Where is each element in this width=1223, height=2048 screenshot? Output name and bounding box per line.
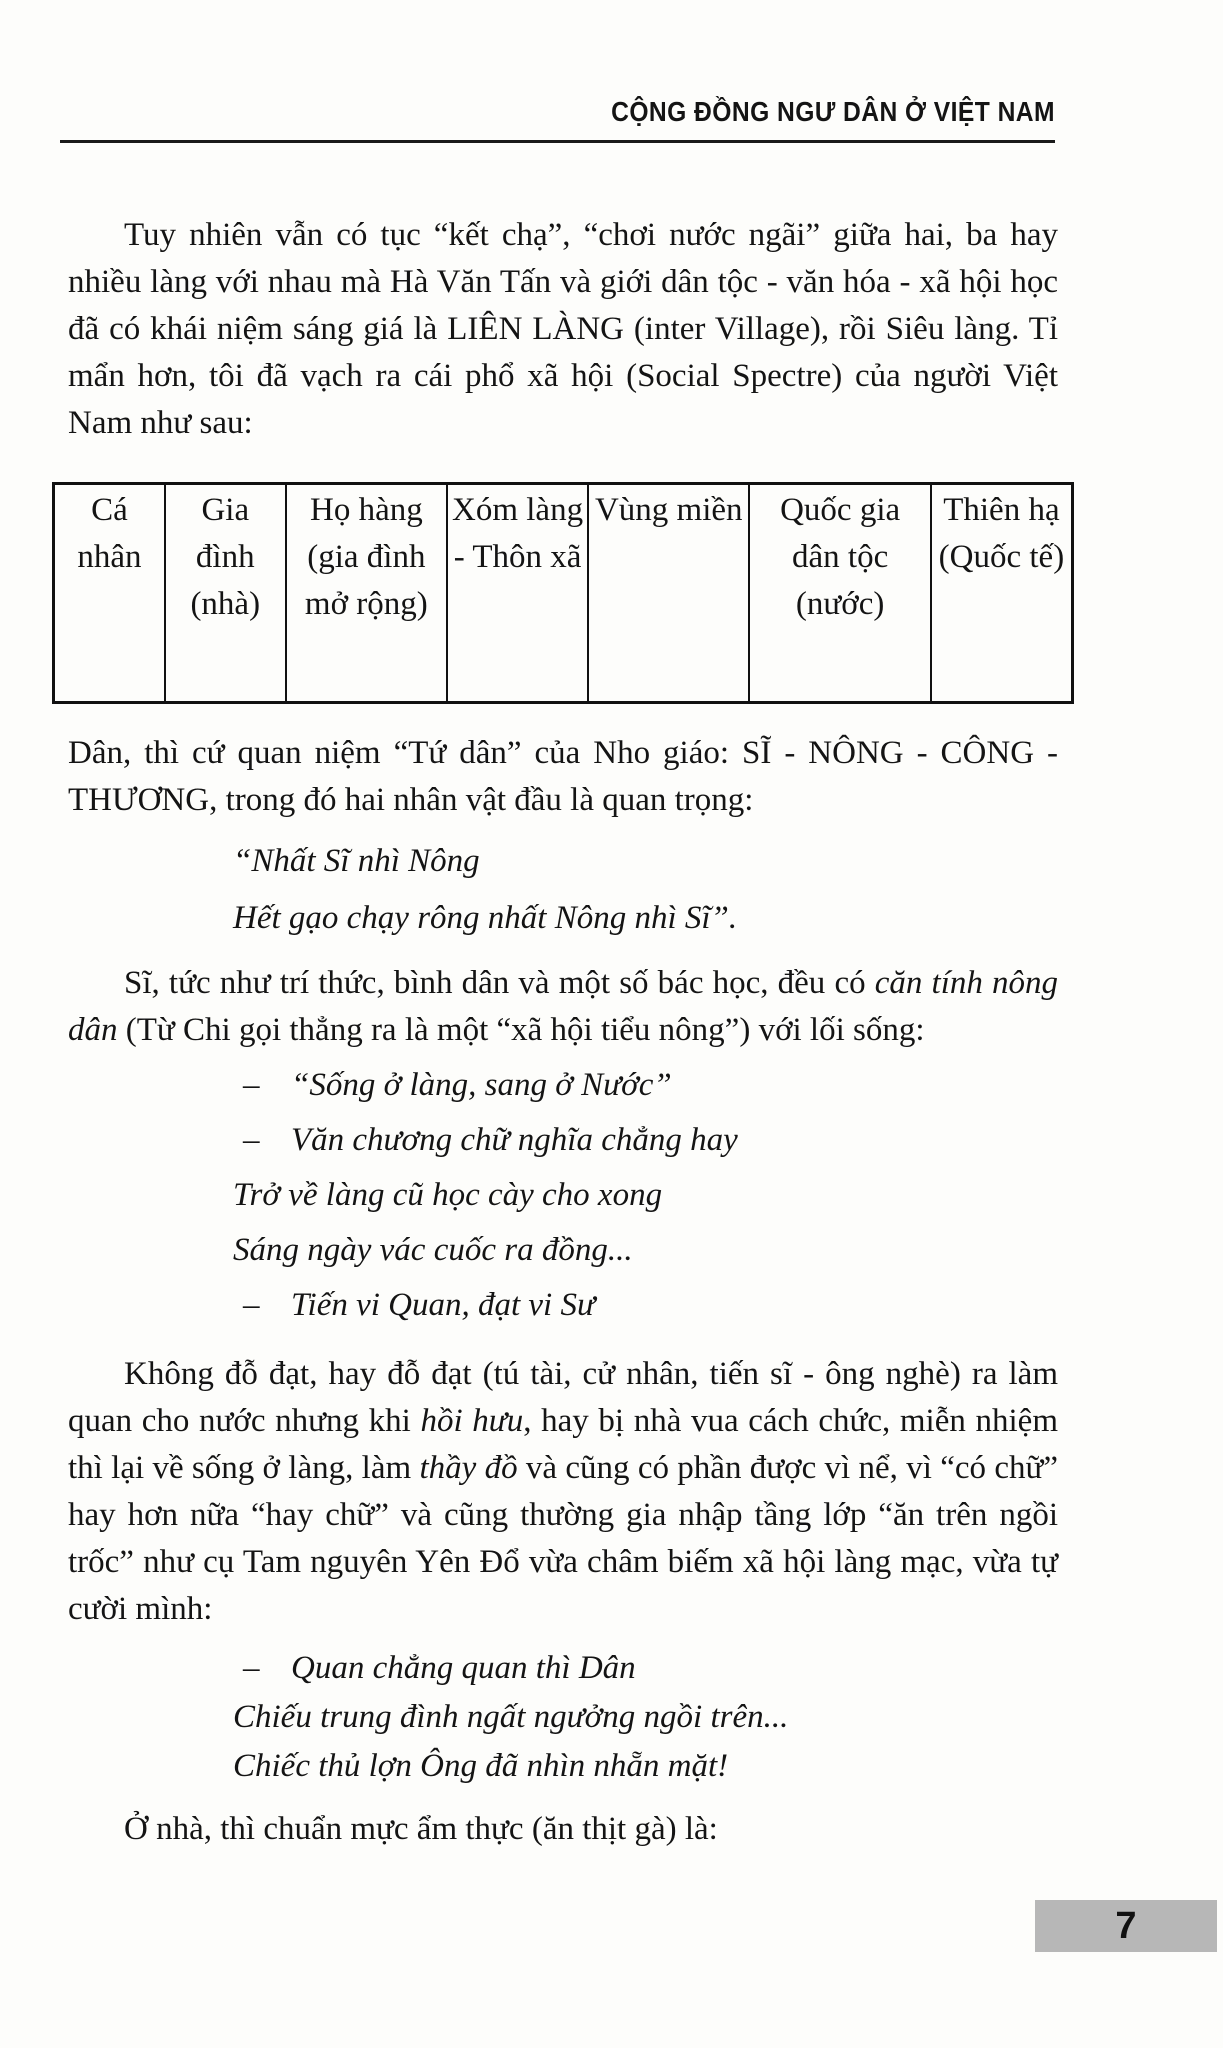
verse-dash: –	[243, 1650, 260, 1686]
quan-paragraph-part-1: Không đỗ đạt, hay đỗ đạt (tú tài, cử nhân, tiến sĩ - ông nghè) ra làm quan cho nước nhưng khi	[68, 1356, 1058, 1439]
quan-paragraph-emphasis-2: thầy đồ	[419, 1450, 518, 1486]
intro-paragraph: Tuy nhiên vẫn có tục “kết chạ”, “chơi nước ngãi” giữa hai, ba hay nhiều làng với nhau mà Hà Văn Tấn và giới dân tộc - văn hóa - xã hội học đã có khái niệm sáng giá là LIÊN LÀNG (inter Village), rồi Siêu làng. Tỉ mẩn hơn, tôi đã vạch ra cái phổ xã hội (Social Spectre) của người Việt Nam như sau:	[68, 217, 1058, 441]
verse-2-line-5-text: Tiến vi Quan, đạt vi Sư	[291, 1287, 595, 1323]
verse-2-line-2	[68, 1117, 1058, 1164]
quan-paragraph-part-3: và cũng có phần được vì nể, vì “có chữ” hay hơn nữa “hay chữ” và cũng thường gia nhập tầng lớp “ăn trên ngồi trốc” như cụ Tam nguyên Yên Đổ vừa châm biếm xã hội làng mạc, vừa tự cười mình:	[68, 1450, 1059, 1627]
verse-2-line-3: Trở về làng cũ học cày cho xong	[233, 1177, 663, 1213]
running-header: CỘNG ĐỒNG NGƯ DÂN Ở VIỆT NAM	[611, 96, 1055, 127]
verse-3-line-1	[68, 1645, 1058, 1692]
table-cell-thien-ha: Thiên hạ (Quốc tế)	[931, 484, 1073, 703]
tu-dan-paragraph: Dân, thì cứ quan niệm “Tứ dân” của Nho giáo: SĨ - NÔNG - CÔNG - THƯƠNG, trong đó hai nhân vật đầu là quan trọng:	[68, 735, 1058, 818]
page-number: 7	[1035, 1900, 1217, 1952]
table-cell-vung-mien: Vùng miền	[588, 484, 749, 703]
quan-paragraph	[68, 1351, 1058, 1633]
si-paragraph-part-2: (Từ Chi gọi thẳng ra là một “xã hội tiểu nông”) với lối sống:	[117, 1012, 925, 1048]
si-paragraph-emphasis: căn tính nông dân	[68, 965, 1058, 1048]
verse-dash: –	[243, 1067, 260, 1103]
verse-1-line-2: Hết gạo chạy rông nhất Nông nhì Sĩ”.	[233, 900, 738, 936]
header-rule	[60, 140, 1055, 143]
quan-paragraph-emphasis-1: hồi hưu	[420, 1403, 524, 1439]
intro-block	[68, 212, 1058, 447]
verse-3-line-1-text: Quan chẳng quan thì Dân	[291, 1650, 636, 1686]
verse-2-line-4: Sáng ngày vác cuốc ra đồng...	[233, 1232, 633, 1268]
main-text-block	[68, 730, 1058, 1853]
table-cell-xom-lang: Xóm làng - Thôn xã	[447, 484, 588, 703]
verse-1-line-1: “Nhất Sĩ nhì Nông	[233, 843, 480, 879]
table-cell-quoc-gia: Quốc gia dân tộc (nước)	[749, 484, 930, 703]
table-cell-ho-hang: Họ hàng (gia đình mở rộng)	[286, 484, 447, 703]
verse-2-line-5	[68, 1282, 1058, 1329]
si-paragraph	[68, 960, 1058, 1054]
quan-paragraph-part-2: , hay bị nhà vua cách chức, miễn nhiệm thì lại về sống ở làng, làm	[68, 1403, 1058, 1486]
table-row	[54, 484, 1073, 703]
closing-paragraph: Ở nhà, thì chuẩn mực ẩm thực (ăn thịt gà) là:	[124, 1811, 718, 1847]
verse-2-line-1-text: “Sống ở làng, sang ở Nước”	[291, 1067, 672, 1103]
si-paragraph-part-1: Sĩ, tức như trí thức, bình dân và một số bác học, đều có	[124, 965, 875, 1001]
verse-2-line-1	[68, 1062, 1058, 1109]
table-cell-gia-dinh: Gia đình (nhà)	[165, 484, 286, 703]
verse-2-line-2-text: Văn chương chữ nghĩa chẳng hay	[291, 1122, 738, 1158]
verse-dash: –	[243, 1287, 260, 1323]
verse-3-line-3: Chiếc thủ lợn Ông đã nhìn nhẵn mặt!	[233, 1748, 729, 1784]
verse-dash: –	[243, 1122, 260, 1158]
social-spectrum-table	[52, 482, 1074, 704]
verse-3-line-2: Chiếu trung đình ngất ngưởng ngồi trên...	[233, 1699, 789, 1735]
table-cell-ca-nhan: Cá nhân	[54, 484, 165, 703]
